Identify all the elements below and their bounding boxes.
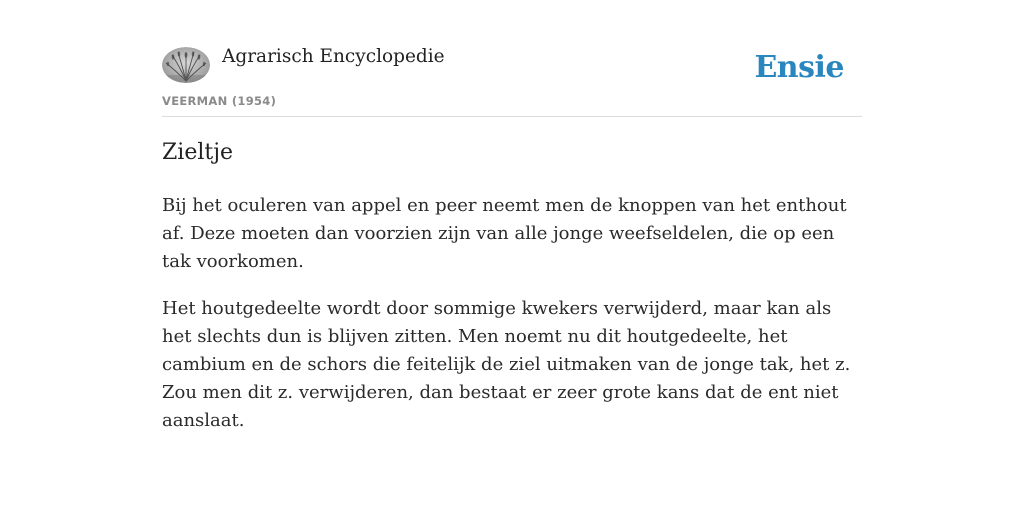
entry-title: Zieltje: [162, 140, 234, 165]
ensie-logo-link[interactable]: Ensie: [754, 50, 844, 85]
source-header: [162, 46, 862, 117]
entry-body: [162, 192, 862, 454]
source-title-link[interactable]: Agrarisch Encyclopedie: [222, 46, 445, 67]
entry-paragraph: Bij het oculeren van appel en peer neemt men de knoppen van het enthout af. Deze moeten dan voorzien zijn van alle jonge weefseldelen, die op een tak voorkomen.: [162, 195, 847, 272]
entry-paragraph: Het houtgedeelte wordt door sommige kwekers verwijderd, maar kan als het slechts dun is blijven zitten. Men noemt nu dit houtgedeelte, het cambium en de schors die feitelijk de ziel uitmaken van de jonge tak, het z. Zou men dit z. verwijderen, dan bestaat er zeer grote kans dat de ent niet aanslaat.: [162, 298, 851, 431]
source-author-year: VEERMAN (1954): [162, 94, 277, 108]
wheat-engraving-icon[interactable]: [162, 47, 210, 83]
